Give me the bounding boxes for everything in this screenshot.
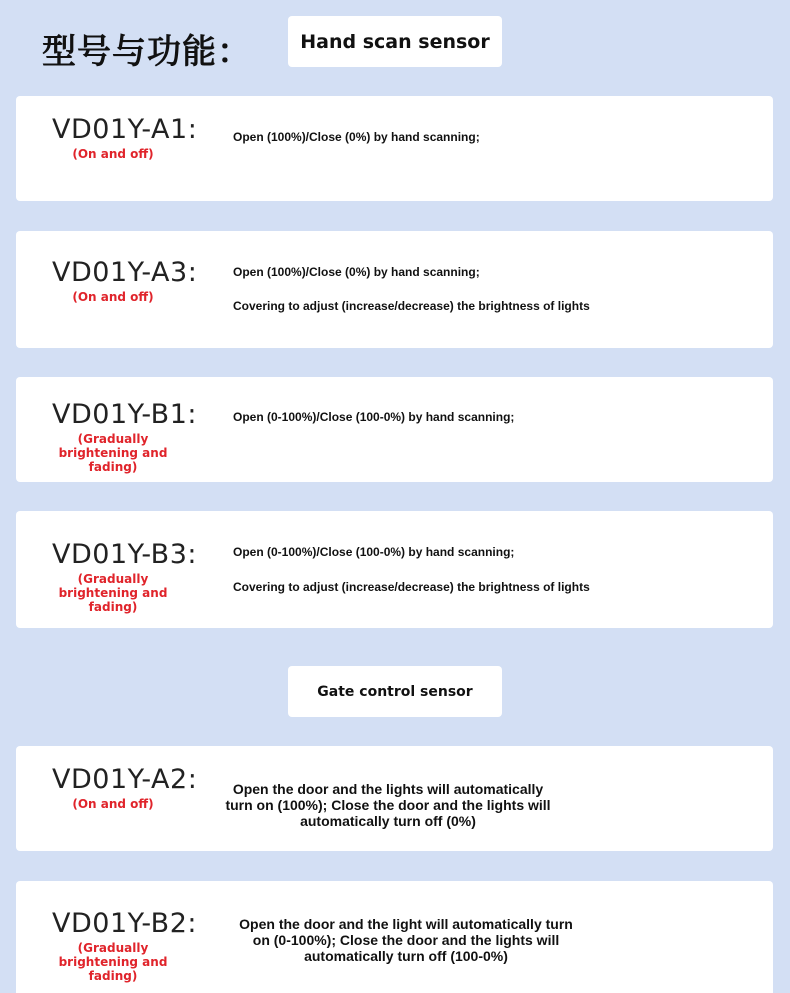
description-line: Open (0-100%)/Close (100-0%) by hand scanning; <box>233 545 515 559</box>
model-tag: (Gradually brightening and fading) <box>58 432 168 474</box>
description: Open the door and the lights will automatically turn on (100%); Close the door and the lights will automatically turn off (0%) <box>225 781 551 829</box>
description: Open the door and the light will automatically turn on (0-100%); Close the door and the lights will automatically turn off (100-0%) <box>239 916 573 964</box>
model-name: VD01Y-B2: <box>52 908 197 939</box>
model-name: VD01Y-A1: <box>52 114 198 145</box>
model-name: VD01Y-A2: <box>52 764 198 795</box>
model-name: VD01Y-A3: <box>52 257 198 288</box>
model-box <box>48 529 197 614</box>
model-name: VD01Y-B3: <box>52 539 197 570</box>
description <box>218 392 753 442</box>
model-box <box>48 114 198 161</box>
description-line: Open (100%)/Close (0%) by hand scanning; <box>233 130 480 144</box>
description <box>218 529 753 609</box>
page-title: 型号与功能： <box>42 32 252 72</box>
description-line: Covering to adjust (increase/decrease) the brightness of lights <box>233 580 590 594</box>
description-line: Open (0-100%)/Close (100-0%) by hand scanning; <box>233 410 515 424</box>
gate-control-sensor-button[interactable]: Gate control sensor <box>288 666 502 717</box>
model-tag: (On and off) <box>72 290 154 304</box>
model-tag: (On and off) <box>72 797 154 811</box>
product-card-a1 <box>16 96 773 201</box>
description <box>218 249 753 329</box>
product-card-a3 <box>16 231 773 348</box>
model-box <box>48 395 197 474</box>
model-tag: (Gradually brightening and fading) <box>58 572 168 614</box>
model-tag: (On and off) <box>72 147 154 161</box>
product-card-b1 <box>16 377 773 482</box>
hand-scan-sensor-button[interactable]: Hand scan sensor <box>288 16 502 67</box>
model-box <box>48 249 198 304</box>
product-card-b2 <box>16 881 773 993</box>
model-box <box>48 764 198 811</box>
product-card-b3 <box>16 511 773 628</box>
product-card-a2 <box>16 746 773 851</box>
description-line: Covering to adjust (increase/decrease) the brightness of lights <box>233 299 590 313</box>
description-line: Open (100%)/Close (0%) by hand scanning; <box>233 265 480 279</box>
model-box <box>48 899 197 983</box>
description <box>218 111 753 161</box>
model-tag: (Gradually brightening and fading) <box>58 941 168 983</box>
model-name: VD01Y-B1: <box>52 399 197 430</box>
